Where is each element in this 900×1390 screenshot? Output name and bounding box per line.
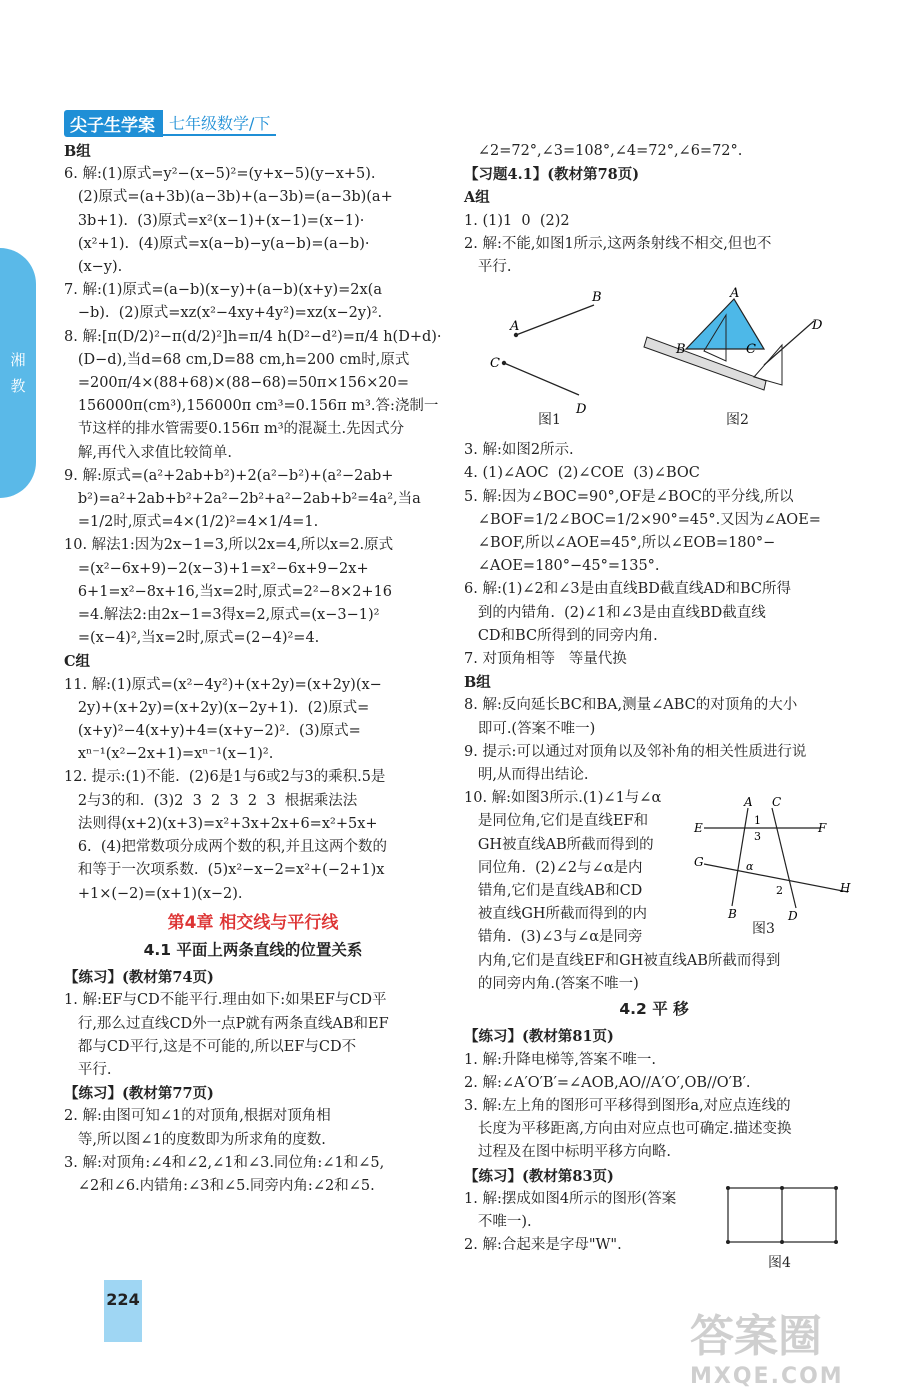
text-line: =(x−4)²,当x=2时,原式=(2−4)²=4. [64, 630, 320, 647]
svg-text:C: C [746, 342, 756, 358]
header-subtitle: 七年级数学/下 [163, 111, 276, 136]
text-line: (x+y)²−4(x+y)+4=(x+y−2)². (3)原式= [64, 723, 361, 740]
text-line: 3. 解:如图2所示. [464, 442, 574, 459]
text-line: 12. 提示:(1)不能. (2)6是1与6或2与3的乘积.5是 [64, 769, 386, 786]
brand-label: 尖子生学案 [64, 110, 163, 137]
text-line: 1. (1)1 0 (2)2 [464, 212, 570, 229]
text-line: 1. 解:摆成如图4所示的图形(答案 [464, 1190, 677, 1207]
text-line: 3. 解:左上角的图形可平移得到图形a,对应点连线的 [464, 1097, 791, 1114]
text-line: CD和BC所得到的同旁内角. [464, 627, 658, 644]
text-line: 9. 提示:可以通过对顶角以及邻补角的相关性质进行说 [464, 743, 807, 760]
text-line: =1/2时,原式=4×(1/2)²=4×1/4=1. [64, 514, 319, 531]
text-line: B组 [64, 143, 91, 160]
text-line: 【练习】(教材第83页) [464, 1167, 614, 1185]
text-line: 2. 解:∠A′O′B′=∠AOB,AO//A′O′,OB//O′B′. [464, 1074, 751, 1091]
svg-text:A: A [510, 319, 520, 335]
svg-text:D: D [576, 402, 587, 418]
text-line: 过程及在图中标明平移方向略. [464, 1144, 671, 1161]
text-line: 【练习】(教材第74页) [64, 969, 214, 987]
text-line: 【习题4.1】(教材第78页) [464, 166, 640, 184]
watermark-main: 答案圈 [690, 1311, 822, 1362]
text-line: 6+1=x²−8x+16,当x=2时,原式=2²−8×2+16 [64, 583, 393, 600]
svg-text:α: α [746, 860, 754, 873]
text-line: xⁿ⁻¹(x²−2x+1)=xⁿ⁻¹(x−1)². [64, 746, 274, 763]
text-line: 156000π(cm³),156000π cm³=0.156π m³.答:浇制一 [64, 398, 439, 415]
text-line: 被直线GH所截而得到的内 [464, 906, 648, 923]
svg-text:E: E [694, 821, 703, 835]
svg-text:C: C [490, 356, 500, 372]
text-line: 5. 解:因为∠BOC=90°,OF是∠BOC的平分线,所以 [464, 488, 794, 505]
text-line: ∠BOF=1/2∠BOC=1/2×90°=45°.又因为∠AOE= [464, 511, 821, 528]
text-line: 2. 解:由图可知∠1的对顶角,根据对顶角相 [64, 1108, 331, 1125]
svg-text:A: A [730, 286, 740, 302]
text-line: C组 [64, 653, 91, 671]
svg-text:H: H [840, 881, 851, 895]
top-margin [0, 0, 900, 100]
text-line: 错角,它们是直线AB和CD [464, 883, 643, 900]
text-line: GH被直线AB所截而得到的 [464, 836, 654, 853]
side-tab-char: 教 [10, 377, 26, 395]
svg-text:B: B [728, 907, 737, 921]
chapter-title: 第4章 相交线与平行线 [167, 912, 339, 933]
svg-text:2: 2 [776, 884, 783, 897]
left-column [64, 140, 442, 1198]
text-line: 2y)+(x+2y)=(x+2y)(x−2y+1). (2)原式= [64, 699, 370, 716]
text-line: (x²+1). (4)原式=x(a−b)−y(a−b)=(a−b)· [64, 235, 370, 252]
fig4-caption: 图4 [768, 1255, 791, 1271]
watermark-sub: MXQE.COM [690, 1364, 844, 1389]
text-line: 11. 解:(1)原式=(x²−4y²)+(x+2y)=(x+2y)(x− [64, 676, 382, 693]
fig3-caption: 图3 [752, 921, 775, 937]
fig3-drawing [694, 795, 851, 936]
text-line: 【练习】(教材第81页) [464, 1028, 614, 1046]
text-line: 【练习】(教材第77页) [64, 1085, 214, 1103]
side-tab-char: 湘 [10, 351, 26, 369]
page-header [64, 110, 276, 136]
text-line: ∠2=72°,∠3=108°,∠4=72°,∠6=72°. [464, 143, 743, 159]
text-line: 7. 对顶角相等 等量代换 [464, 651, 627, 668]
text-line: 1. 解:EF与CD不能平行.理由如下:如果EF与CD平 [64, 992, 387, 1009]
text-line: 平行. [464, 259, 512, 276]
text-line: 都与CD平行,这是不可能的,所以EF与CD不 [64, 1038, 357, 1055]
text-line: B组 [464, 674, 491, 692]
text-line: 10. 解法1:因为2x−1=3,所以2x=4,所以x=2.原式 [64, 537, 394, 554]
text-line: 节这样的排水管需要0.156π m³的混凝土.先因式分 [64, 421, 405, 438]
fig1-caption: 图1 [538, 412, 561, 429]
side-tab [0, 248, 36, 498]
svg-text:B: B [676, 342, 686, 358]
text-line: 9. 解:原式=(a²+2ab+b²)+2(a²−b²)+(a²−2ab+ [64, 467, 394, 484]
text-line: 6. (4)把常数项分成两个数的积,并且这两个数的 [64, 839, 388, 856]
section-title: 4.1 平面上两条直线的位置关系 [143, 940, 363, 959]
text-line: −b). (2)原式=xz(x²−4xy+4y²)=xz(x−2y)². [64, 305, 383, 322]
text-line: 和等于一次项系数. (5)x²−x−2=x²+(−2+1)x [64, 862, 385, 879]
right-column [464, 140, 844, 1257]
text-line: 2. 解:不能,如图1所示,这两条射线不相交,但也不 [464, 235, 772, 252]
fig2-caption: 图2 [726, 412, 749, 429]
text-line: (2)原式=(a+3b)(a−3b)+(a−3b)=(a−3b)(a+ [64, 189, 393, 206]
svg-text:3: 3 [754, 830, 761, 843]
text-line: 4. (1)∠AOC (2)∠COE (3)∠BOC [464, 465, 700, 482]
svg-text:C: C [772, 795, 782, 809]
text-line: =200π/4×(88+68)×(88−68)=50π×156×20= [64, 375, 410, 392]
text-line: 6. 解:(1)∠2和∠3是由直线BD截直线AD和BC所得 [464, 581, 792, 598]
text-line: =4.解法2:由2x−1=3得x=2,原式=(x−3−1)² [64, 607, 380, 624]
text-line: 3b+1). (3)原式=x²(x−1)+(x−1)=(x−1)· [64, 212, 365, 229]
text-line: 即可.(答案不唯一) [464, 720, 596, 737]
text-line: 解,再代入求值比较简单. [64, 444, 233, 461]
text-line: ∠BOF,所以∠AOE=45°,所以∠EOB=180°− [464, 535, 776, 552]
text-line: 到的内错角. (2)∠1和∠3是由直线BD截直线 [464, 604, 766, 621]
text-line: +1×(−2)=(x+1)(x−2). [64, 885, 243, 902]
text-line: 法则得(x+2)(x+3)=x²+3x+2x+6=x²+5x+ [64, 815, 378, 832]
text-line: 2. 解:合起来是字母"W". [464, 1237, 622, 1254]
figure-row [464, 285, 844, 435]
text-line: 错角. (3)∠3与∠α是同旁 [464, 929, 643, 946]
text-line: 不唯一). [464, 1213, 532, 1230]
text-line: ∠2和∠6.内错角:∠3和∠5.同旁内角:∠2和∠5. [64, 1177, 375, 1194]
text-line: 平行. [64, 1061, 112, 1078]
page-number: 224 [104, 1280, 142, 1342]
text-line: 10. 解:如图3所示.(1)∠1与∠α [464, 790, 662, 807]
text-line: 同位角. (2)∠2与∠α是内 [464, 859, 643, 876]
text-line: 8. 解:反向延长BC和BA,测量∠ABC的对顶角的大小 [464, 697, 798, 714]
svg-text:D: D [788, 909, 798, 923]
text-line: 明,从而得出结论. [464, 767, 589, 784]
svg-text:1: 1 [754, 814, 761, 827]
text-line: =(x²−6x+9)−2(x−3)+1=x²−6x+9−2x+ [64, 560, 369, 577]
text-line: 7. 解:(1)原式=(a−b)(x−y)+(a−b)(x+y)=2x(a [64, 282, 382, 299]
text-line: 内角,它们是直线EF和GH被直线AB所截而得到 [464, 952, 781, 969]
text-line: 行,那么过直线CD外一点P就有两条直线AB和EF [64, 1015, 389, 1032]
text-line: 6. 解:(1)原式=y²−(x−5)²=(y+x−5)(y−x+5). [64, 166, 376, 183]
svg-text:F: F [818, 821, 827, 835]
text-line: 1. 解:升降电梯等,答案不唯一. [464, 1051, 657, 1068]
text-line: 3. 解:对顶角:∠4和∠2,∠1和∠3.同位角:∠1和∠5, [64, 1154, 385, 1171]
fig1-fig2-drawing [464, 285, 844, 435]
text-line: 等,所以图∠1的度数即为所求角的度数. [64, 1131, 326, 1148]
svg-text:A: A [744, 795, 753, 809]
text-line: 8. 解:[π(D/2)²−π(d/2)²]h=π/4 h(D²−d²)=π/4 h(D+d)· [64, 328, 442, 345]
text-line: (x−y). [64, 259, 123, 276]
text-line: b²)=a²+2ab+b²+2a²−2b²+a²−2ab+b²=4a²,当a [64, 491, 421, 508]
svg-text:D: D [812, 318, 823, 334]
svg-text:G: G [694, 855, 704, 869]
text-line: 2与3的和. (3)2 3 2 3 2 3 根据乘法法 [64, 792, 358, 809]
watermark [690, 1300, 890, 1390]
text-line: ∠AOE=180°−45°=135°. [464, 558, 660, 575]
section-title: 4.2 平 移 [619, 1000, 689, 1019]
text-line: 长度为平移距离,方向由对应点也可确定.描述变换 [464, 1121, 792, 1138]
text-line: 的同旁内角.(答案不唯一) [464, 975, 639, 992]
text-line: A组 [464, 189, 490, 207]
text-line: 是同位角,它们是直线EF和 [464, 813, 649, 830]
svg-text:B: B [592, 290, 602, 306]
text-line: (D−d),当d=68 cm,D=88 cm,h=200 cm时,原式 [64, 351, 410, 368]
